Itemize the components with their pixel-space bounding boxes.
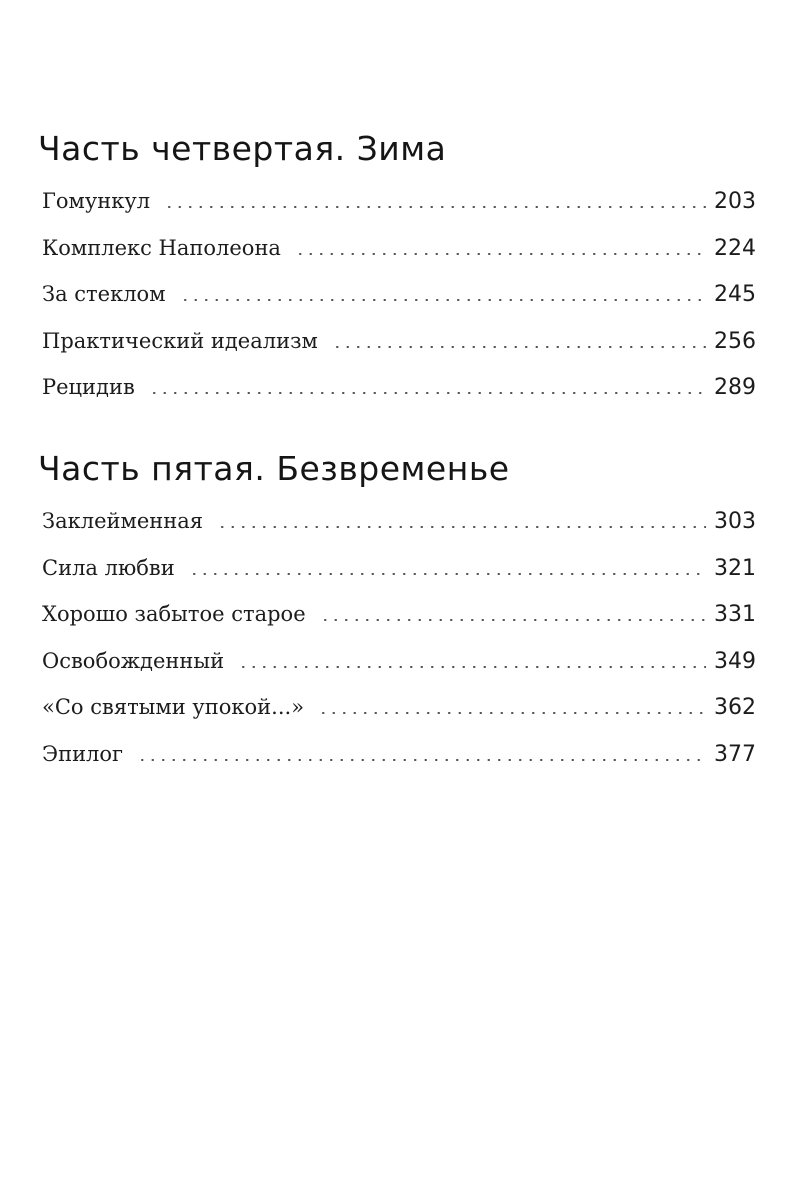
toc-entry-title: За стеклом: [42, 282, 166, 306]
toc-entry-title: Рецидив: [42, 375, 135, 399]
toc-entry-title: Хорошо забытое старое: [42, 602, 306, 626]
toc-entry-title: «Со святыми упокой...»: [42, 695, 305, 719]
toc-entry-title: Сила любви: [42, 555, 175, 580]
dot-leader: [137, 759, 706, 761]
toc-entry-page-number: 303: [714, 509, 756, 534]
toc-entry: [36, 731, 756, 778]
dot-leader: [318, 712, 706, 714]
toc-entry-title: Практический идеализм: [42, 328, 318, 353]
toc-entry: [36, 178, 756, 225]
toc-entry-title: Освобожденный: [42, 648, 225, 673]
dot-leader: [332, 346, 706, 348]
toc-entry: [36, 638, 756, 685]
toc-entry-page-number: 256: [714, 328, 756, 354]
dot-leader: [320, 619, 706, 621]
toc-entry: [36, 318, 756, 365]
toc-entry: [36, 225, 756, 272]
section-title: Часть пятая. Безвременье: [38, 449, 510, 488]
toc-entry-title: Гомункул: [42, 189, 151, 213]
dot-leader: [217, 526, 706, 528]
toc-entry-list: [36, 178, 756, 411]
toc-entry-page-number: 289: [714, 375, 756, 400]
toc-entry-page-number: 362: [714, 695, 756, 720]
section-title: Часть четвертая. Зима: [38, 129, 447, 168]
toc-entry: [36, 364, 756, 411]
toc-entry: [36, 271, 756, 318]
toc-entry-page-number: 203: [714, 189, 756, 214]
toc-entry: [36, 591, 756, 638]
toc-entry-page-number: 331: [714, 602, 756, 627]
dot-leader: [149, 392, 706, 394]
toc-entry-title: Эпилог: [42, 741, 124, 766]
toc-entry-page-number: 377: [714, 741, 756, 767]
toc-entry-title: Заклейменная: [42, 509, 204, 533]
toc-entry-list: [36, 498, 756, 777]
toc-entry: [36, 684, 756, 731]
toc-section-part-four: [36, 124, 756, 411]
toc-entry-page-number: 321: [714, 555, 756, 581]
toc-section-part-five: [36, 444, 756, 777]
toc-entry-page-number: 349: [714, 648, 756, 674]
toc-entry-title: Комплекс Наполеона: [42, 235, 281, 260]
dot-leader: [238, 666, 706, 668]
toc-entry-page-number: 224: [714, 235, 756, 261]
toc-entry-page-number: 245: [714, 282, 756, 307]
toc-entry: [36, 498, 756, 545]
dot-leader: [189, 573, 706, 575]
dot-leader: [180, 299, 706, 301]
toc-entry: [36, 545, 756, 592]
dot-leader: [295, 253, 706, 255]
dot-leader: [164, 206, 706, 208]
